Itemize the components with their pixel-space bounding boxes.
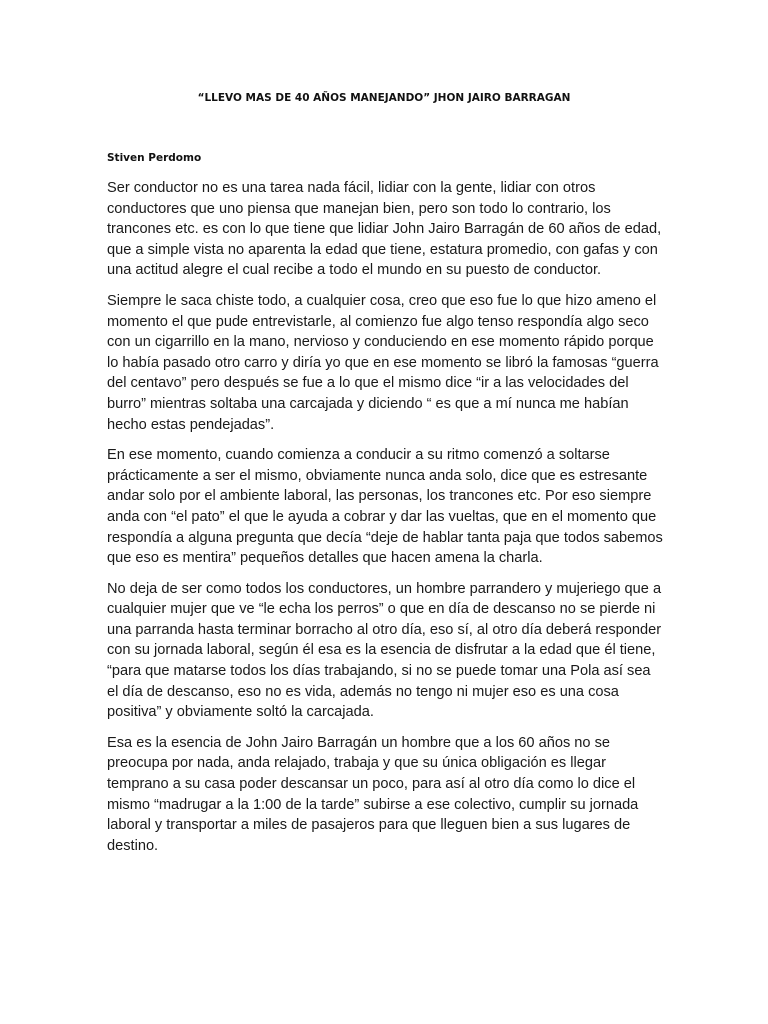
paragraph-1: Ser conductor no es una tarea nada fácil, lidiar con la gente, lidiar con otros conductores que uno piensa que manejan bien, pero son todo lo contrario, los trancones etc. es con lo que tiene que lidiar John Jairo Barragán de 60 años de edad, que a simple vista no aparenta la edad que tiene, estatura promedio, con gafas y con una actitud alegre el cual recibe a todo el mundo en su puesto de conductor. <box>107 180 662 279</box>
paragraph-5: Esa es la esencia de John Jairo Barragán un hombre que a los 60 años no se preocupa por nada, anda relajado, trabaja y que su única obligación es llegar temprano a su casa poder descansar un poco, para así al otro día como lo dice el mismo “madrugar a la 1:00 de la tarde” subirse a ese colectivo, cumplir su jornada laboral y transportar a miles de pasajeros para que lleguen bien a sus lugares de destino. <box>107 734 639 854</box>
document-title: “LLEVO MAS DE 40 AÑOS MANEJANDO” JHON JAIRO BARRAGAN <box>197 92 571 104</box>
paragraph-4: No deja de ser como todos los conductores, un hombre parrandero y mujeriego que a cualquier mujer que ve “le echa los perros” o que en día de descanso no se pierde ni una parranda hasta terminar borracho al otro día, eso sí, al otro día deberá responder con su jornada laboral, según él esa es la esencia de disfrutar a la edad que él tiene, “para que matarse todos los días trabajando, si no se puede tomar una Pola así sea el día de descanso, eso no es vida, además no tengo ni mujer eso es una cosa positiva” y obviamente soltó la carcajada. <box>107 580 662 721</box>
article-body <box>107 178 663 866</box>
paragraph-2: Siempre le saca chiste todo, a cualquier cosa, creo que eso fue lo que hizo ameno el momento el que pude entrevistarle, al comienzo fue algo tenso respondía algo seco con un cigarrillo en la mano, nervioso y conduciendo en ese momento rápido porque lo había pasado otro carro y diría yo que en ese momento se libró la famosas “guerra del centavo” pero después se fue a lo que el mismo dice “ir a las velocidades del burro” mientras soltaba una carcajada y diciendo “ es que a mí nunca me habían hecho estas pendejadas”. <box>107 292 659 433</box>
paragraph-3: En ese momento, cuando comienza a conducir a su ritmo comenzó a soltarse prácticamente a ser el mismo, obviamente nunca anda solo, dice que es estresante andar solo por el ambiente laboral, las personas, los trancones etc. Por eso siempre anda con “el pato” el que le ayuda a cobrar y dar las vueltas, que en el momento que respondía a alguna pregunta que decía “deje de hablar tanta paja que todos sabemos que eso es mentira” pequeños detalles que hacen amena la charla. <box>107 447 663 567</box>
author-name: Stiven Perdomo <box>107 152 202 164</box>
